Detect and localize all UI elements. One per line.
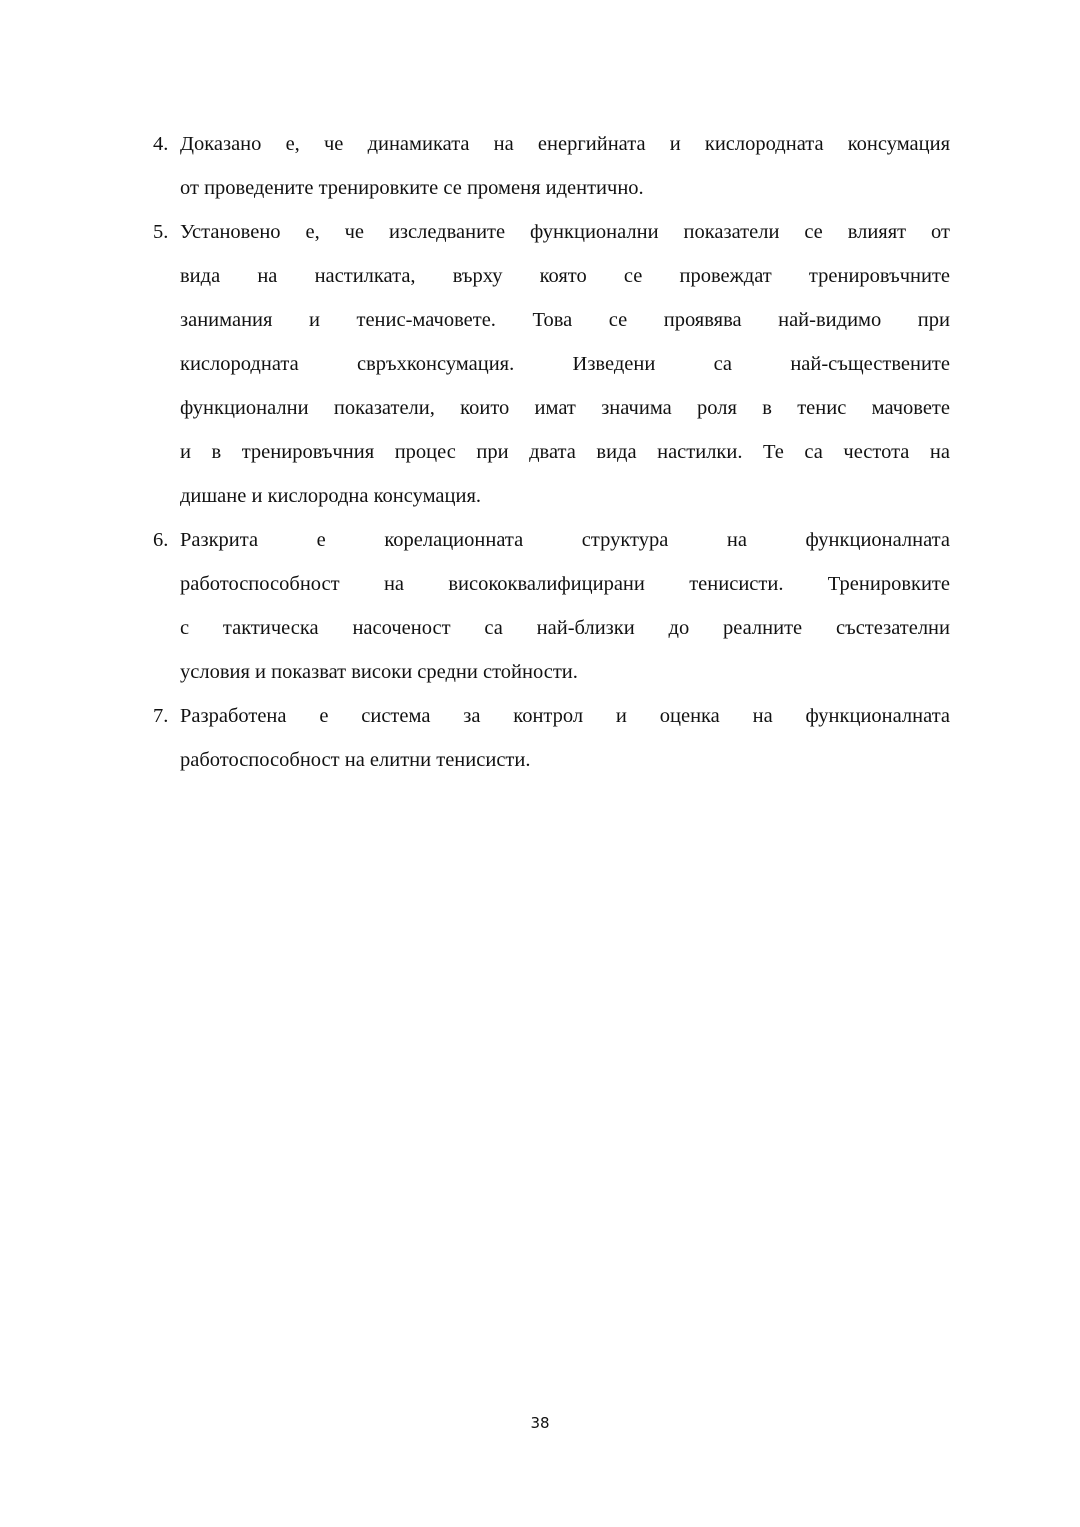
paragraph-line: функционални показатели, които имат значима роля в тенис мачовете bbox=[180, 397, 950, 419]
paragraph-line: с тактическа насоченост са най-близки до реалните състезателни bbox=[180, 617, 950, 639]
paragraph-line: работоспособност на висококвалифицирани тенисисти. Тренировките bbox=[180, 573, 950, 595]
paragraph-line: от проведените тренировките се променя идентично. bbox=[180, 177, 644, 199]
list-item-number: 6. bbox=[153, 529, 169, 551]
paragraph-line: Доказано е, че динамиката на енергийната и кислородната консумация bbox=[180, 133, 950, 155]
paragraph-line: Разработена е система за контрол и оценка на функционалната bbox=[180, 705, 950, 727]
paragraph-line: и в тренировъчния процес при двата вида настилки. Те са честота на bbox=[180, 441, 950, 463]
paragraph-line: условия и показват високи средни стойности. bbox=[180, 661, 578, 683]
page-number: 38 bbox=[530, 1414, 550, 1432]
paragraph-line: дишане и кислородна консумация. bbox=[180, 485, 481, 507]
paragraph-line: Разкрита е корелационната структура на функционалната bbox=[180, 529, 950, 551]
list-item bbox=[153, 518, 950, 694]
list-item bbox=[153, 694, 950, 782]
list-item-number: 5. bbox=[153, 221, 169, 243]
paragraph-line: работоспособност на елитни тенисисти. bbox=[180, 749, 531, 771]
conclusions-list bbox=[153, 122, 950, 782]
list-item-number: 4. bbox=[153, 133, 169, 155]
list-item bbox=[153, 210, 950, 518]
list-item bbox=[153, 122, 950, 210]
paragraph-line: занимания и тенис-мачовете. Това се проявява най-видимо при bbox=[180, 309, 950, 331]
paragraph-line: вида на настилката, върху която се провеждат тренировъчните bbox=[180, 265, 950, 287]
list-item-number: 7. bbox=[153, 705, 169, 727]
paragraph-line: Установено е, че изследваните функционални показатели се влияят от bbox=[180, 221, 950, 243]
paragraph-line: кислородната свръхконсумация. Изведени са най-съществените bbox=[180, 353, 950, 375]
